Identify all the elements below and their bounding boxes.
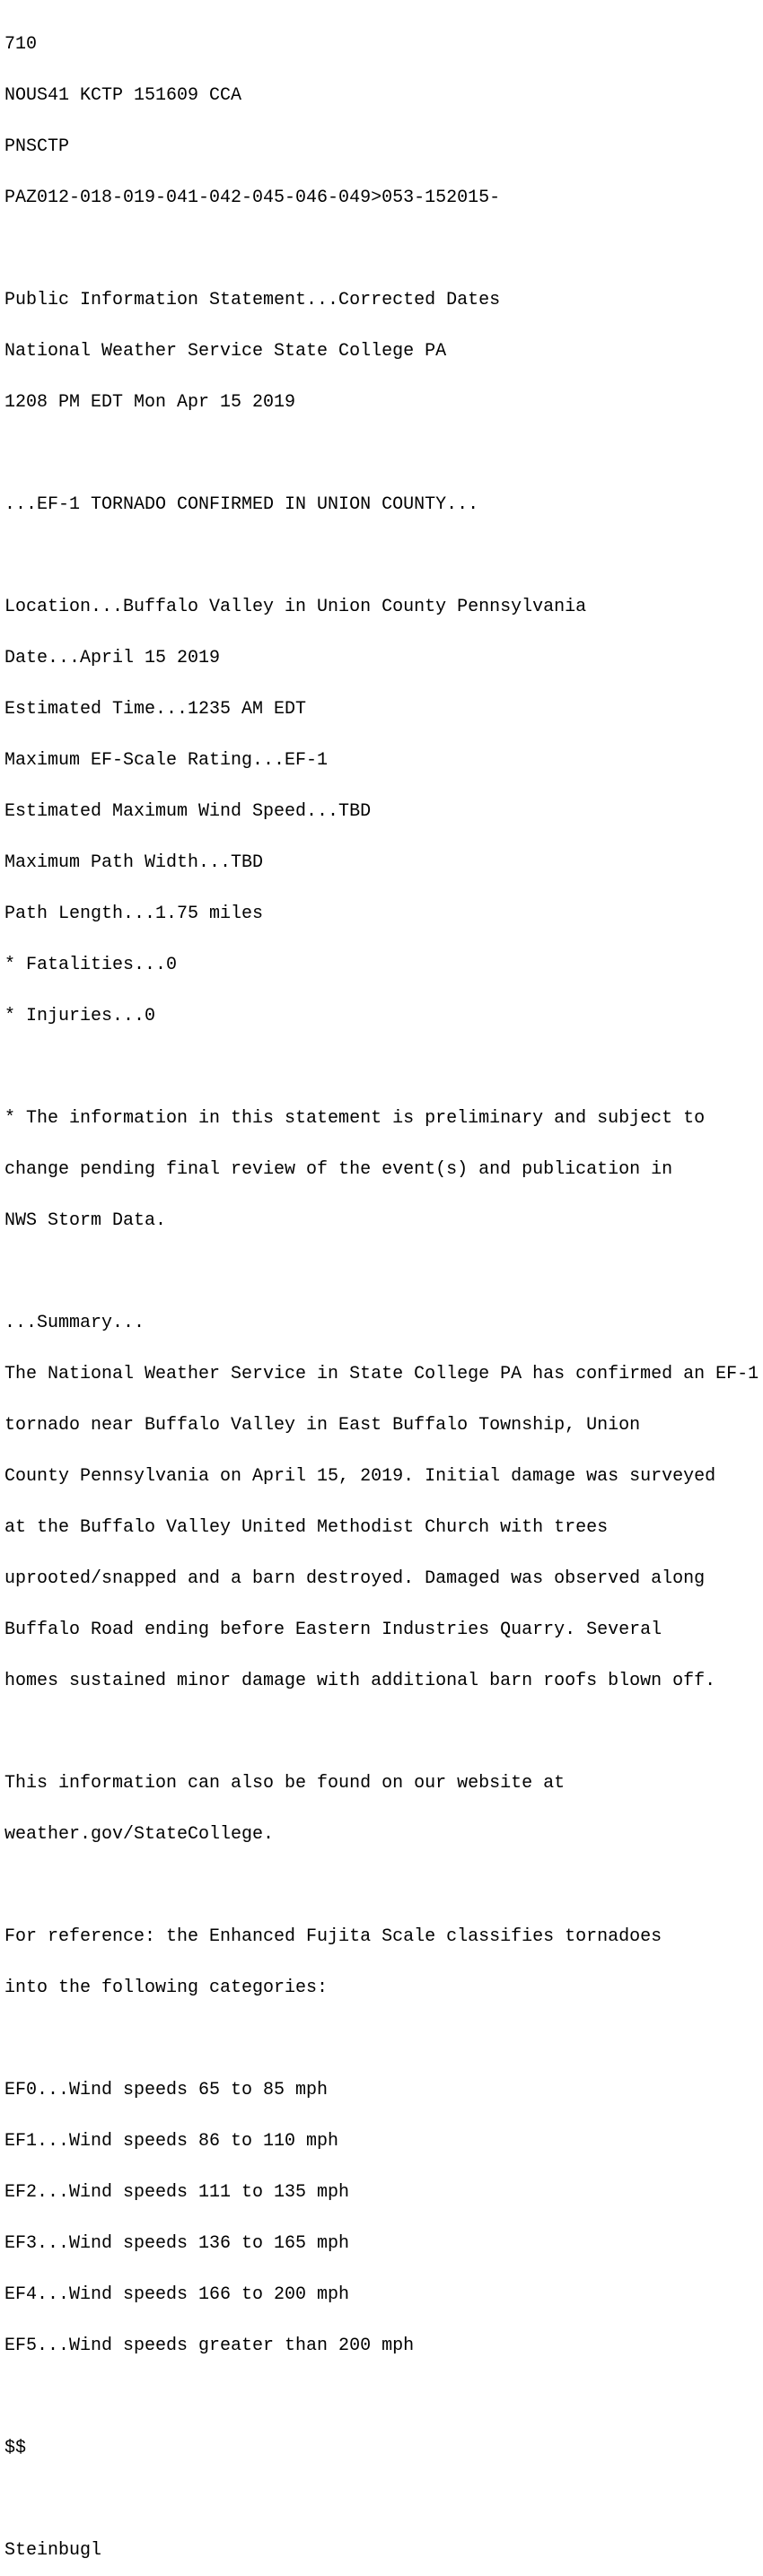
blank-line [4, 445, 763, 462]
website-note-line: weather.gov/StateCollege. [4, 1824, 275, 1845]
ef-scale-row: EF2...Wind speeds 111 to 135 mph [4, 2182, 350, 2203]
issuing-office: National Weather Service State College PA [4, 341, 447, 362]
product-id-line: 710 [4, 34, 38, 55]
disclaimer-line: change pending final review of the event(s) and publication in [4, 1159, 673, 1180]
summary-line: tornado near Buffalo Valley in East Buffalo Township, Union [4, 1415, 641, 1436]
wmo-header-line: NOUS41 KCTP 151609 CCA [4, 85, 242, 106]
path-length-field: Path Length...1.75 miles [4, 904, 264, 924]
ef-scale-row: EF1...Wind speeds 86 to 110 mph [4, 2131, 339, 2152]
ef-scale-row: EF0...Wind speeds 65 to 85 mph [4, 2080, 329, 2100]
headline: ...EF-1 TORNADO CONFIRMED IN UNION COUNTY... [4, 494, 479, 515]
ugc-zones-line: PAZ012-018-019-041-042-045-046-049>053-152015- [4, 188, 501, 208]
blank-line [4, 1263, 763, 1280]
blank-line [4, 2030, 763, 2048]
disclaimer-line: * The information in this statement is preliminary and subject to [4, 1108, 706, 1129]
issue-time: 1208 PM EDT Mon Apr 15 2019 [4, 392, 296, 413]
ef-rating-field: Maximum EF-Scale Rating...EF-1 [4, 750, 329, 771]
summary-line: homes sustained minor damage with additional barn roofs blown off. [4, 1671, 716, 1691]
blank-line [4, 240, 763, 258]
summary-line: uprooted/snapped and a barn destroyed. Damaged was observed along [4, 1568, 706, 1589]
summary-line: County Pennsylvania on April 15, 2019. Initial damage was surveyed [4, 1466, 716, 1487]
ef-scale-row: EF5...Wind speeds greater than 200 mph [4, 2336, 415, 2356]
reference-intro-line: For reference: the Enhanced Fujita Scale classifies tornadoes [4, 1926, 662, 1947]
summary-line: Buffalo Road ending before Eastern Industries Quarry. Several [4, 1620, 662, 1640]
summary-line: at the Buffalo Valley United Methodist Church with trees [4, 1517, 609, 1538]
blank-line [4, 547, 763, 564]
estimated-time-field: Estimated Time...1235 AM EDT [4, 699, 307, 720]
blank-line [4, 1724, 763, 1741]
website-note-line: This information can also be found on our website at [4, 1773, 566, 1794]
disclaimer-line: NWS Storm Data. [4, 1210, 167, 1231]
reference-intro-line: into the following categories: [4, 1978, 329, 1998]
injuries-field: * Injuries...0 [4, 1006, 156, 1026]
blank-line [4, 2491, 763, 2508]
wind-speed-field: Estimated Maximum Wind Speed...TBD [4, 801, 372, 822]
awips-id-line: PNSCTP [4, 136, 70, 157]
blank-line [4, 1877, 763, 1894]
author-signature: Steinbugl [4, 2540, 102, 2561]
summary-line: The National Weather Service in State College PA has confirmed an EF-1 [4, 1364, 759, 1384]
ef-scale-row: EF4...Wind speeds 166 to 200 mph [4, 2284, 350, 2305]
end-marker: $$ [4, 2438, 27, 2458]
date-field: Date...April 15 2019 [4, 648, 221, 668]
path-width-field: Maximum Path Width...TBD [4, 852, 264, 873]
blank-line [4, 2388, 763, 2406]
summary-heading: ...Summary... [4, 1313, 145, 1333]
ef-scale-row: EF3...Wind speeds 136 to 165 mph [4, 2233, 350, 2254]
statement-title: Public Information Statement...Corrected Dates [4, 290, 501, 310]
blank-line [4, 1059, 763, 1076]
fatalities-field: * Fatalities...0 [4, 955, 178, 975]
location-field: Location...Buffalo Valley in Union County Pennsylvania [4, 597, 587, 617]
